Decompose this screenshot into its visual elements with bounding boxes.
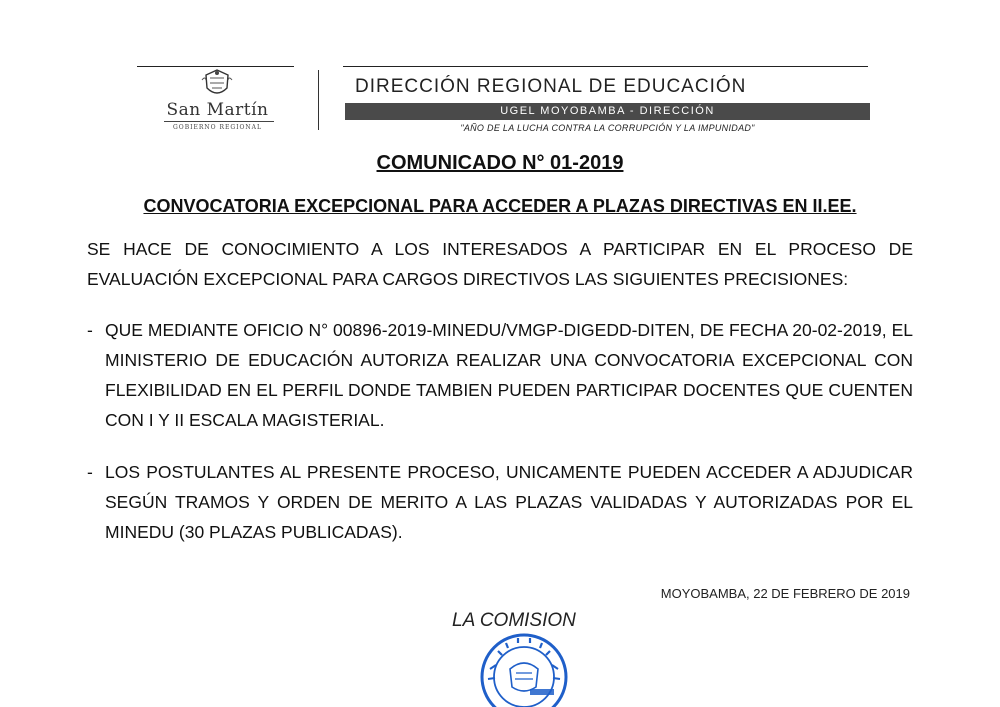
regional-government-logo: [150, 66, 285, 132]
logo-underline: [164, 121, 274, 122]
header-rule-right: [343, 66, 868, 67]
unit-band: UGEL MOYOBAMBA - DIRECCIÓN: [345, 103, 870, 120]
list-item-text: QUE MEDIANTE OFICIO N° 00896-2019-MINEDU/VMGP-DIGEDD-DITEN, DE FECHA 20-02-2019, EL MINISTERIO DE EDUCACIÓN AUTORIZA REALIZAR UNA CONVOCATORIA EXCEPCIONAL CON FLEXIBILIDAD EN EL PERFIL DONDE TAMBIEN PUEDEN PARTICIPAR DOCENTES QUE CUENTEN CON I Y II ESCALA MAGISTERIAL.: [105, 320, 913, 430]
institution-name: DIRECCIÓN REGIONAL DE EDUCACIÓN: [355, 76, 747, 97]
document-subtitle: [0, 196, 1000, 217]
official-stamp: [476, 629, 572, 707]
year-motto: "AÑO DE LA LUCHA CONTRA LA CORRUPCIÓN Y LA IMPUNIDAD": [460, 123, 755, 133]
crest-icon: [200, 68, 234, 100]
letterhead: [0, 0, 1000, 140]
bullet-dash: -: [87, 462, 93, 482]
document-subtitle-text: CONVOCATORIA EXCEPCIONAL PARA ACCEDER A PLAZAS DIRECTIVAS EN II.EE.: [143, 196, 857, 216]
stamp-seal-icon: [476, 629, 572, 707]
signature-label: LA COMISION: [452, 610, 576, 631]
bullet-dash: -: [87, 320, 93, 340]
header-divider: [318, 70, 319, 130]
document-title-text: COMUNICADO N° 01-2019: [376, 152, 624, 174]
logo-name: San Martín: [166, 100, 269, 120]
logo-subtitle: GOBIERNO REGIONAL: [172, 124, 262, 131]
list-item-text: LOS POSTULANTES AL PRESENTE PROCESO, UNICAMENTE PUEDEN ACCEDER A ADJUDICAR SEGÚN TRAMOS Y ORDEN DE MERITO A LAS PLAZAS VALIDADAS Y AUTORIZADAS POR EL MINEDU (30 PLAZAS PUBLICADAS).: [105, 462, 913, 542]
document-title: [0, 152, 1000, 175]
intro-paragraph: SE HACE DE CONOCIMIENTO A LOS INTERESADOS A PARTICIPAR EN EL PROCESO DE EVALUACIÓN EXCEPCIONAL PARA CARGOS DIRECTIVOS LAS SIGUIENTES PRECISIONES:: [87, 239, 913, 289]
place-date: MOYOBAMBA, 22 DE FEBRERO DE 2019: [660, 586, 910, 601]
